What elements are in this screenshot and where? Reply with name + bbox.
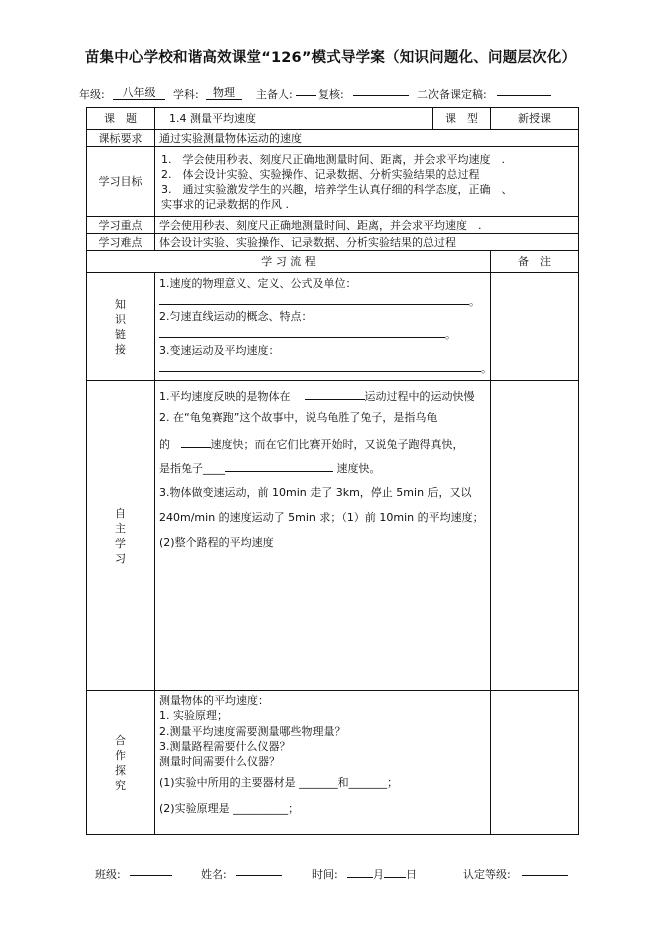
knowledge-q3-answer[interactable] [159, 359, 481, 372]
goals-content [155, 147, 579, 217]
text: 是指兔子____ [159, 462, 225, 475]
remarks-cell[interactable] [491, 381, 579, 691]
knowledge-link-label [87, 273, 155, 381]
footer-rating-field[interactable] [522, 875, 568, 876]
standard-value: 通过实验测量物体运动的速度 [155, 130, 579, 147]
topic-value: 1.4 测量平均速度 [155, 108, 433, 130]
remarks-cell[interactable] [491, 691, 579, 835]
difficult-point-value: 体会设计实验、实验操作、记录数据、分析实验结果的总过程 [155, 234, 579, 251]
knowledge-q1: 1.速度的物理意义、定义、公式及单位： [159, 277, 357, 290]
self-study-line-3 [159, 435, 464, 452]
footer-time-label: 时间: [312, 868, 338, 881]
knowledge-link-content [155, 273, 491, 381]
footer-class-wrap [130, 866, 172, 879]
page-title: 苗集中心学校和谐高效课堂“126”模式导学案（知识问题化、问题层次化） [84, 50, 577, 66]
coop-line-2: 1. 实验原理； [159, 709, 228, 722]
preparer-blank-wrap [296, 86, 316, 99]
standard-label: 课标要求 [87, 130, 155, 147]
label-char: 自 [115, 506, 126, 520]
knowledge-q3-answer-line [159, 359, 492, 376]
period: 。 [445, 328, 456, 341]
goal-1: 1. 学会使用秒表、刻度尺正确地测量时间、距离，并会求平均速度 . [161, 152, 505, 166]
reviewer-label: 复核: [318, 88, 344, 101]
footer-name-wrap [236, 866, 282, 879]
grade-value-wrap [113, 86, 165, 100]
label-char: 知 [115, 297, 126, 311]
remarks-cell[interactable] [491, 273, 579, 381]
key-point-value: 学会使用秒表、刻度尺正确地测量时间、距离，并会求平均速度 . [155, 217, 579, 234]
self-study-line-4 [159, 459, 381, 476]
self-study-blank-1[interactable] [305, 387, 365, 400]
knowledge-q3: 3.变速运动及平均速度： [159, 344, 280, 357]
cooperative-label [87, 691, 155, 835]
coop-line-4: 3.测量路程需要什么仪器？ [159, 740, 291, 753]
period: 。 [469, 295, 480, 308]
coop-line-3: 2.测量平均速度需要测量哪些物理量？ [159, 725, 346, 738]
label-char: 作 [115, 748, 126, 762]
label-char: 主 [115, 521, 126, 535]
footer-rating-label: 认定等级: [463, 868, 511, 881]
preparer-field[interactable] [296, 95, 316, 96]
knowledge-q1-answer-line [159, 292, 480, 309]
second-prep-label: 二次备课定稿: [417, 88, 487, 101]
footer-date-wrap [347, 866, 417, 882]
key-point-label: 学习重点 [87, 217, 155, 234]
goal-2: 2. 体会设计实验、实验操作、记录数据、分析实验结果的总过程 [161, 167, 480, 181]
label-char: 链 [115, 327, 126, 341]
label-char: 合 [115, 733, 126, 747]
footer-name-label: 姓名: [201, 868, 227, 881]
month-label: 月 [373, 868, 384, 881]
preparer-label: 主备人: [256, 88, 293, 101]
label-char: 识 [115, 312, 126, 326]
subject-value[interactable]: 物理 [206, 86, 242, 100]
label-char: 探 [115, 763, 126, 777]
study-plan-table [86, 107, 579, 835]
self-study-label [87, 381, 155, 691]
difficult-point-label: 学习难点 [87, 234, 155, 251]
self-study-line-7: (2)整个路程的平均速度 [159, 536, 274, 549]
knowledge-q2: 2.匀速直线运动的概念、特点： [159, 310, 313, 323]
text: 速度快；而在它们比赛开始时，又说兔子跑得真快， [210, 438, 464, 451]
text: 的 [159, 438, 170, 451]
label-char: 接 [115, 342, 126, 356]
label-char: 学 [115, 536, 126, 550]
text: 速度快。 [336, 462, 381, 475]
text: 运动过程中的运动快慢 [364, 390, 475, 403]
grade-label: 年级: [79, 88, 105, 101]
subject-label: 学科: [173, 88, 199, 101]
second-prep-blank-wrap [497, 86, 551, 99]
coop-line-5: 测量时间需要什么仪器？ [159, 755, 280, 768]
self-study-line-6: 240m/min 的速度运动了 5min 求；（1）前 10min 的平均速度； [159, 511, 484, 524]
footer-rating-wrap [522, 866, 568, 879]
coop-line-6: (1)实验中所用的主要器材是 _______和_______； [159, 776, 399, 789]
self-study-line-5: 3.物体做变速运动，前 10min 走了 3km，停止 5min 后，又以 [159, 486, 472, 499]
reviewer-field[interactable] [353, 95, 409, 96]
subject-value-wrap [206, 86, 242, 100]
topic-label: 课 题 [87, 108, 155, 130]
footer-name-field[interactable] [236, 875, 282, 876]
label-char: 习 [115, 551, 126, 565]
footer-class-label: 班级: [95, 868, 121, 881]
self-study-blank-2[interactable] [181, 435, 211, 448]
label-char: 究 [115, 778, 126, 792]
self-study-blank-3[interactable] [225, 459, 333, 472]
second-prep-field[interactable] [497, 95, 551, 96]
goal-3-cont: 实事求的记录数据的作风 . [161, 197, 289, 211]
remarks-header: 备 注 [491, 251, 579, 273]
coop-line-7: (2)实验原理是 __________； [159, 802, 300, 815]
footer-day-field[interactable] [384, 877, 406, 878]
footer-class-field[interactable] [130, 875, 172, 876]
period: 。 [481, 362, 492, 375]
self-study-line-2: 2. 在“龟兔赛跑”这个故事中，说乌龟胜了兔子，是指乌龟 [159, 411, 438, 424]
footer-month-field[interactable] [347, 877, 373, 878]
knowledge-q1-answer[interactable] [159, 292, 469, 305]
self-study-line-1 [159, 387, 475, 404]
goal-3: 3. 通过实验激发学生的兴趣，培养学生认真仔细的科学态度，正确 、 [161, 182, 513, 196]
learning-flow-header: 学 习 流 程 [87, 251, 491, 273]
text: 1.平均速度反映的是物体在 [159, 390, 291, 403]
day-label: 日 [406, 868, 417, 881]
self-study-content [155, 381, 491, 691]
reviewer-blank-wrap [353, 86, 409, 99]
cooperative-content [155, 691, 491, 835]
knowledge-q2-answer[interactable] [159, 325, 445, 338]
coop-line-1: 测量物体的平均速度： [159, 694, 269, 707]
type-value: 新授课 [491, 108, 579, 130]
goals-label: 学习目标 [87, 147, 155, 217]
grade-value[interactable]: 八年级 [113, 86, 165, 100]
type-label: 课 型 [433, 108, 491, 130]
knowledge-q2-answer-line [159, 325, 456, 342]
